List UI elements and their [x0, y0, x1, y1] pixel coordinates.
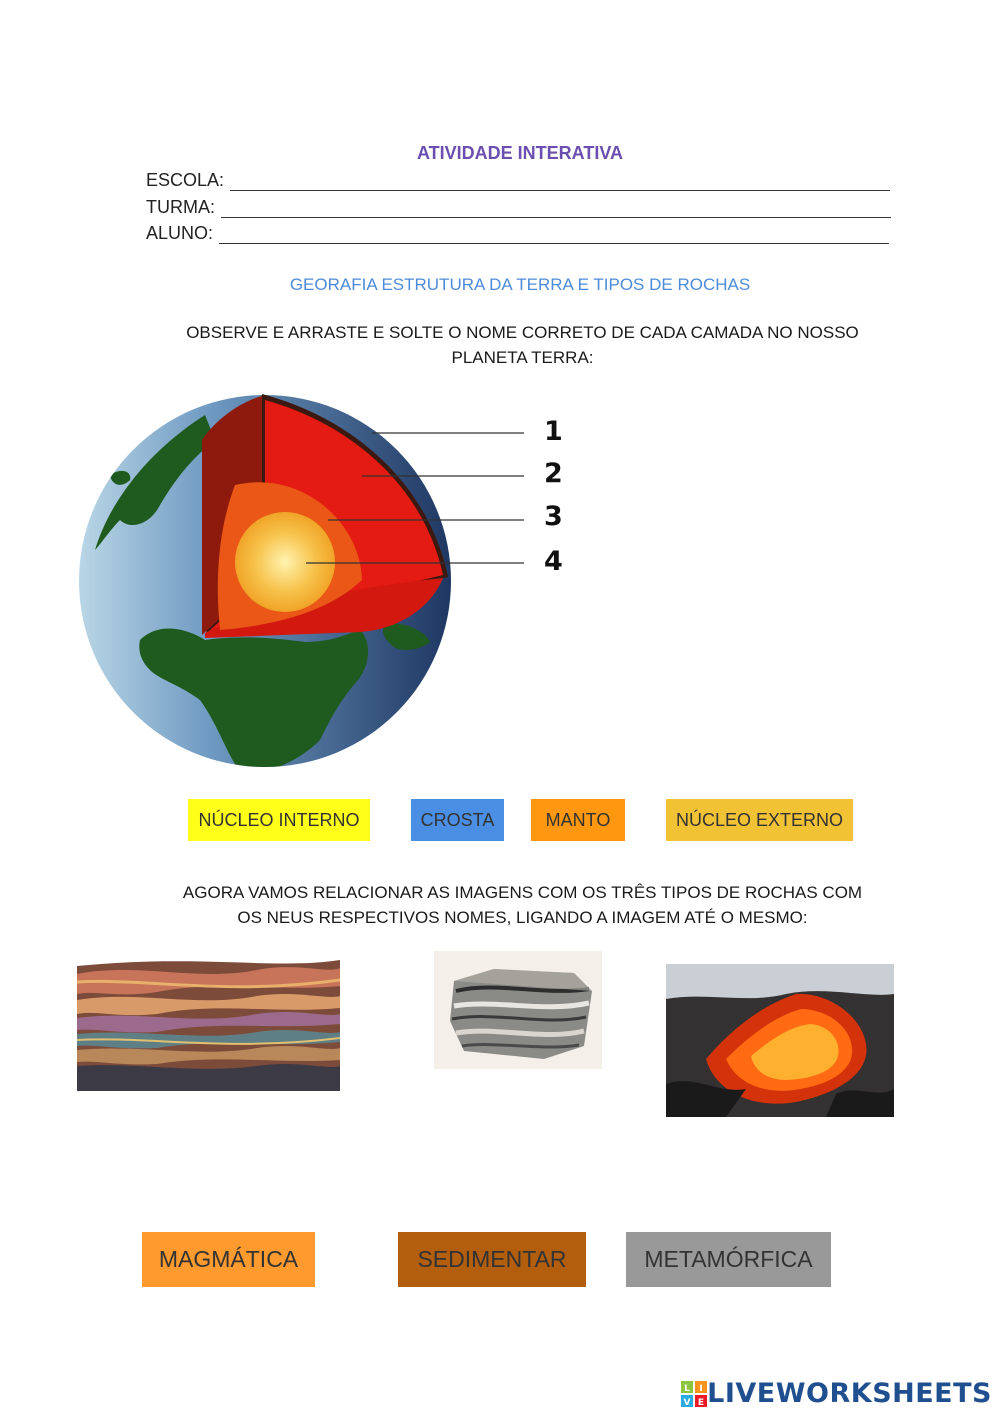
student-field	[146, 223, 889, 244]
chip-metamorfica[interactable]: METAMÓRFICA	[626, 1232, 831, 1287]
class-field	[146, 197, 891, 218]
chip-mantle[interactable]: MANTO	[531, 799, 625, 841]
chip-magmatica[interactable]: MAGMÁTICA	[142, 1232, 315, 1287]
layer-number-1: 1	[544, 416, 563, 447]
school-field	[146, 170, 890, 191]
school-input-line[interactable]	[230, 174, 890, 191]
school-label: ESCOLA:	[146, 170, 225, 190]
brand-logo	[681, 1378, 992, 1409]
class-label: TURMA:	[146, 197, 215, 217]
instruction-1-line-1: OBSERVE E ARRASTE E SOLTE O NOME CORRETO DE CADA CAMADA NO NOSSO	[186, 323, 859, 342]
instruction-2	[150, 880, 895, 930]
logo-letter-i: I	[699, 1383, 703, 1394]
layer-number-4: 4	[544, 546, 563, 577]
logo-letter-l: L	[684, 1383, 691, 1394]
instruction-1-line-2: PLANETA TERRA:	[451, 348, 594, 367]
liveworksheets-icon	[681, 1381, 707, 1407]
chip-crust[interactable]: CROSTA	[411, 799, 504, 841]
instruction-1	[150, 320, 895, 370]
logo-letter-e: E	[698, 1397, 705, 1407]
page-title: ATIVIDADE INTERATIVA	[417, 143, 623, 163]
chip-outer-core[interactable]: NÚCLEO EXTERNO	[666, 799, 853, 841]
subtitle: GEORAFIA ESTRUTURA DA TERRA E TIPOS DE ROCHAS	[289, 275, 751, 294]
sedimentary-rock-image[interactable]	[77, 952, 340, 1091]
instruction-2-line-1: AGORA VAMOS RELACIONAR AS IMAGENS COM OS TRÊS TIPOS DE ROCHAS COM	[182, 883, 863, 902]
student-input-line[interactable]	[219, 227, 889, 244]
class-input-line[interactable]	[221, 201, 891, 218]
igneous-rock-image[interactable]	[666, 964, 894, 1117]
inner-core-layer	[235, 512, 335, 612]
layer-number-3: 3	[544, 501, 563, 532]
earth-layers-diagram	[0, 380, 620, 790]
instruction-2-line-2: OS NEUS RESPECTIVOS NOMES, LIGANDO A IMAGEM ATÉ O MESMO:	[237, 908, 808, 927]
logo-letter-v: V	[683, 1397, 691, 1407]
metamorphic-rock-image[interactable]	[434, 951, 602, 1069]
chip-inner-core[interactable]: NÚCLEO INTERNO	[188, 799, 370, 841]
student-label: ALUNO:	[146, 223, 214, 243]
chip-sedimentar[interactable]: SEDIMENTAR	[398, 1232, 586, 1287]
brand-name: LIVEWORKSHEETS	[707, 1378, 992, 1409]
layer-number-2: 2	[544, 458, 563, 489]
